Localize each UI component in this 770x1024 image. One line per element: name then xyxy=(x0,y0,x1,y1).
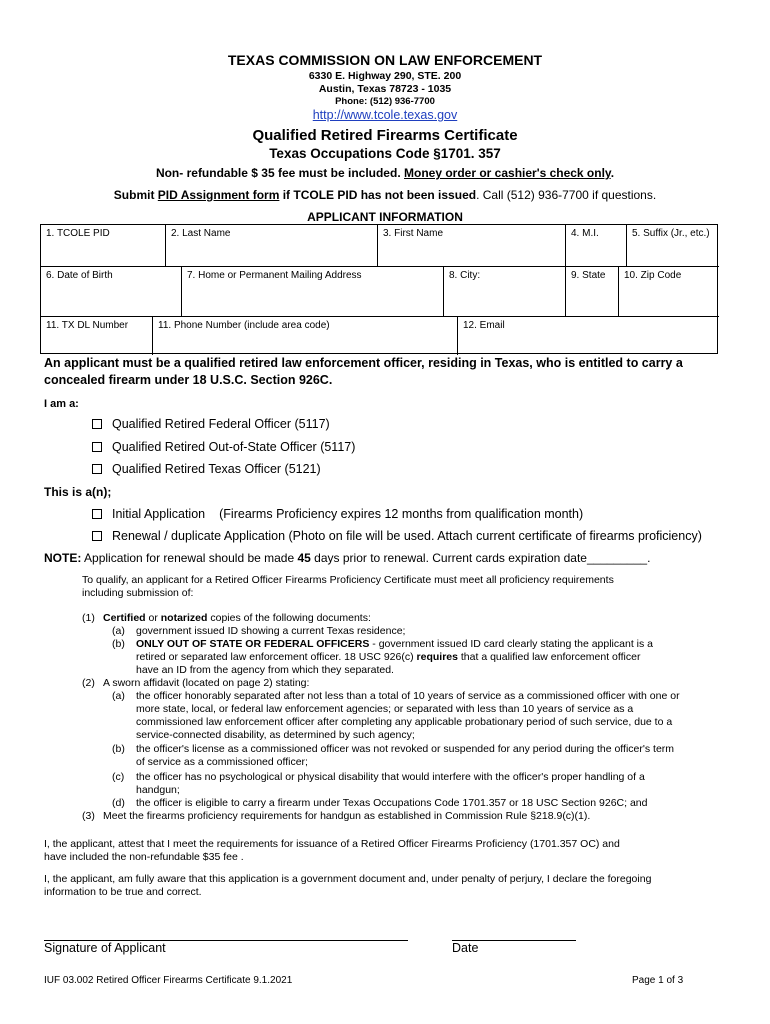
website-link[interactable]: http://www.tcole.texas.gov xyxy=(312,108,458,122)
requirements-intro-2: including submission of: xyxy=(82,587,194,599)
requirement-2a-letter: (a) xyxy=(112,690,125,702)
renewal-note xyxy=(44,551,650,565)
note-text: Application for renewal should be made xyxy=(81,551,298,565)
last-name-field[interactable] xyxy=(166,225,378,267)
requirement-1-number: (1) xyxy=(82,612,95,624)
checkbox[interactable] xyxy=(92,442,102,452)
requirement-2c-line-2: handgun; xyxy=(136,784,180,796)
requirement-2b-line-2: of service as a commissioned officer; xyxy=(136,756,308,768)
tx-dl-label: 11. TX DL Number xyxy=(46,320,129,331)
requirement-2a-line-3: commissioned law enforcement officer after completing any applicable probationary period of such service, due to a xyxy=(136,716,673,728)
fee-period: . xyxy=(610,166,615,180)
or-text: or xyxy=(145,612,161,624)
option-label: Qualified Retired Out-of-State Officer (5117) xyxy=(112,440,356,454)
option-label: Qualified Retired Texas Officer (5121) xyxy=(112,462,321,476)
mailing-address-label: 7. Home or Permanent Mailing Address xyxy=(187,270,362,281)
requirement-2c-letter: (c) xyxy=(112,771,125,783)
checkbox[interactable] xyxy=(92,419,102,429)
requirement-2a-line-4: service-connected disability, as determined by such agency; xyxy=(136,729,415,741)
dob-field[interactable] xyxy=(41,267,182,317)
form-title: Qualified Retired Firearms Certificate xyxy=(252,127,518,144)
state-label: 9. State xyxy=(571,270,606,281)
requirement-3: Meet the firearms proficiency requirements for handgun as established in Commission Rule §218.9(c)(1). xyxy=(103,810,591,822)
mailing-address-field[interactable] xyxy=(182,267,444,317)
expiration-date-blank[interactable]: _________ xyxy=(586,551,648,565)
zip-label: 10. Zip Code xyxy=(624,270,682,281)
initial-application-note: (Firearms Proficiency expires 12 months from qualification month) xyxy=(219,507,584,521)
requirement-1 xyxy=(103,612,371,625)
requirement-2a-line-1: the officer honorably separated after not less than a total of 10 years of service as a commissioned officer with one or xyxy=(136,690,680,702)
form-code: Texas Occupations Code §1701. 357 xyxy=(269,146,501,161)
out-of-state-emphasis: ONLY OUT OF STATE OR FEDERAL OFFICERS xyxy=(136,638,370,650)
requires-text: requires xyxy=(416,651,458,663)
city-field[interactable] xyxy=(444,267,566,317)
tcole-pid-field[interactable] xyxy=(41,225,166,267)
declaration-line-1: I, the applicant, am fully aware that this application is a government document and, under penalty of perjury, I declare the foregoing xyxy=(44,873,652,885)
certified-text: Certified xyxy=(103,612,146,624)
first-name-field[interactable] xyxy=(378,225,566,267)
suffix-label: 5. Suffix (Jr., etc.) xyxy=(632,228,710,239)
date-label: Date xyxy=(452,941,479,955)
checkbox[interactable] xyxy=(92,509,102,519)
phone-number-label: 11. Phone Number (include area code) xyxy=(158,320,330,331)
submit-condition: if TCOLE PID has not been issued xyxy=(279,188,477,202)
zip-field[interactable] xyxy=(619,267,719,317)
last-name-label: 2. Last Name xyxy=(171,228,231,239)
notarized-text: notarized xyxy=(160,612,208,624)
requirement-1b-line-3: have an ID from the agency from which they separated. xyxy=(136,664,394,676)
requirement-1b-rest: - government issued ID card clearly stating the applicant is a xyxy=(369,638,653,650)
checkbox[interactable] xyxy=(92,464,102,474)
this-is-label: This is a(n); xyxy=(44,485,112,499)
requirement-2: A sworn affidavit (located on page 2) stating: xyxy=(103,677,310,689)
requirement-2a-line-2: more state, local, or federal law enforcement agencies; or separated with less than 10 years of service as a xyxy=(136,703,634,715)
i-am-label: I am a: xyxy=(44,398,79,410)
middle-initial-label: 4. M.I. xyxy=(571,228,599,239)
email-field[interactable] xyxy=(458,317,719,355)
note-text-2: days prior to renewal. Current cards expiration date xyxy=(310,551,587,565)
renewal-application-label: Renewal / duplicate Application (Photo on file will be used. Attach current certificate of firearms proficiency) xyxy=(112,529,702,543)
phone-number-field[interactable] xyxy=(153,317,458,355)
renewal-application-option[interactable] xyxy=(92,529,702,543)
requirement-2d-letter: (d) xyxy=(112,797,125,809)
requirement-1a: government issued ID showing a current Texas residence; xyxy=(136,625,406,637)
tx-dl-field[interactable] xyxy=(41,317,153,355)
submit-text: Submit xyxy=(113,188,158,202)
attestation-line-2: have included the non-refundable $35 fee . xyxy=(44,851,244,863)
requirement-1b-line-2-a: retired or separated law enforcement officer. 18 USC 926(c) xyxy=(136,651,417,663)
pid-assignment-link[interactable]: PID Assignment form xyxy=(157,188,280,202)
phone-line: Phone: (512) 936-7700 xyxy=(335,96,435,107)
requirement-2-number: (2) xyxy=(82,677,95,689)
city-label: 8. City: xyxy=(449,270,481,281)
address-line-1: 6330 E. Highway 290, STE. 200 xyxy=(308,70,462,82)
texas-officer-option[interactable] xyxy=(92,462,321,476)
note-label: NOTE: xyxy=(44,551,82,565)
suffix-field[interactable] xyxy=(627,225,719,267)
requirement-3-number: (3) xyxy=(82,810,95,822)
initial-application-option[interactable] xyxy=(92,507,583,521)
submit-call: . Call (512) 936-7700 if questions. xyxy=(476,188,657,202)
requirement-1b-line-2-b: that a qualified law enforcement officer xyxy=(457,651,641,663)
state-field[interactable] xyxy=(566,267,619,317)
requirement-1b xyxy=(136,638,653,651)
requirement-1a-letter: (a) xyxy=(112,625,125,637)
out-of-state-officer-option[interactable] xyxy=(92,440,355,454)
applicant-info-heading: APPLICANT INFORMATION xyxy=(307,210,463,224)
requirement-1b-line-2 xyxy=(136,651,640,664)
requirement-2b-line-1: the officer's license as a commissioned officer was not revoked or suspended for any period during the officer's term xyxy=(136,743,675,755)
payment-method: Money order or cashier's check only xyxy=(404,166,611,180)
signature-label: Signature of Applicant xyxy=(44,941,166,955)
option-label: Qualified Retired Federal Officer (5117) xyxy=(112,417,330,431)
requirement-1-rest: copies of the following documents: xyxy=(207,612,371,624)
tcole-pid-label: 1. TCOLE PID xyxy=(46,228,110,239)
middle-initial-field[interactable] xyxy=(566,225,627,267)
page-number: Page 1 of 3 xyxy=(632,975,684,986)
attestation-line-1: I, the applicant, attest that I meet the requirements for issuance of a Retired Officer Firearms Proficiency (1701.357 OC) and xyxy=(44,838,620,850)
fee-notice xyxy=(0,166,770,180)
first-name-label: 3. First Name xyxy=(383,228,444,239)
checkbox[interactable] xyxy=(92,531,102,541)
dob-label: 6. Date of Birth xyxy=(46,270,113,281)
eligibility-line-2: concealed firearm under 18 U.S.C. Section 926C. xyxy=(44,373,333,387)
note-days: 45 xyxy=(297,551,311,565)
address-line-2: Austin, Texas 78723 - 1035 xyxy=(318,83,452,95)
requirement-2b-letter: (b) xyxy=(112,743,125,755)
initial-application-label: Initial Application xyxy=(112,507,206,521)
federal-officer-option[interactable] xyxy=(92,417,330,431)
eligibility-line-1: An applicant must be a qualified retired law enforcement officer, residing in Texas, who is entitled to carry a xyxy=(44,356,683,370)
requirement-2c-line-1: the officer has no psychological or physical disability that would interfere with the officer's proper handling of a xyxy=(136,771,645,783)
applicant-info-grid xyxy=(40,224,718,354)
email-label: 12. Email xyxy=(463,320,505,331)
submit-notice xyxy=(0,188,770,202)
org-name: TEXAS COMMISSION ON LAW ENFORCEMENT xyxy=(227,52,543,68)
declaration-line-2: information to be true and correct. xyxy=(44,886,202,898)
fee-text: Non- refundable $ 35 fee must be included. xyxy=(155,166,401,180)
note-end: . xyxy=(647,551,651,565)
form-identifier: IUF 03.002 Retired Officer Firearms Certificate 9.1.2021 xyxy=(44,975,293,986)
requirement-2d: the officer is eligible to carry a firearm under Texas Occupations Code 1701.357 or 18 USC Section 926C; and xyxy=(136,797,648,809)
requirement-1b-letter: (b) xyxy=(112,638,125,650)
requirements-intro-1: To qualify, an applicant for a Retired Officer Firearms Proficiency Certificate must meet all proficiency requirements xyxy=(82,574,614,586)
